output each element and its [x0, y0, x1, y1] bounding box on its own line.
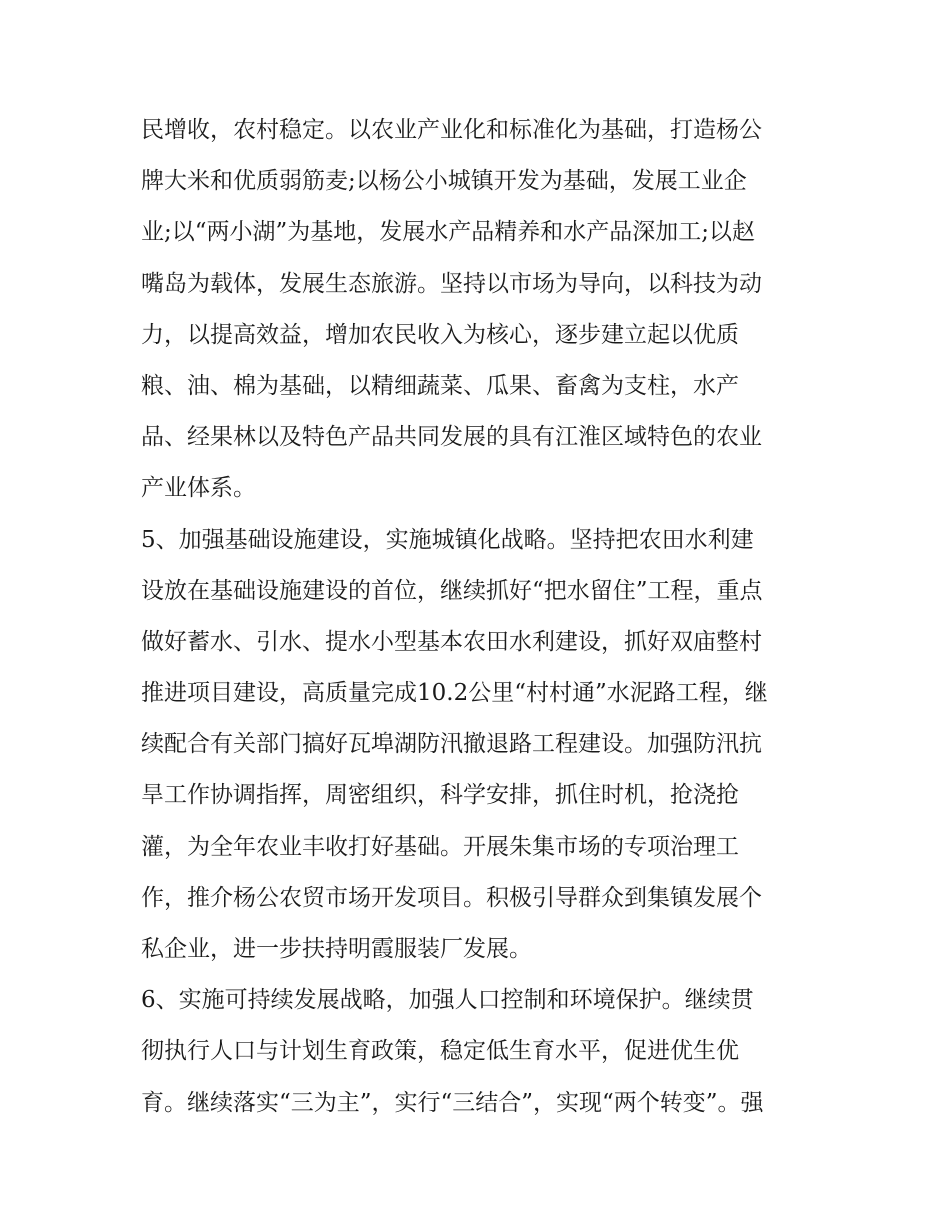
text-line: 产业体系。	[141, 475, 256, 502]
text-line: 设放在基础设施建设的首位，继续抓好“把水留住”工程，重点	[141, 577, 763, 604]
text-line: 续配合有关部门搞好瓦埠湖防汛撤退路工程建设。加强防汛抗	[141, 731, 762, 758]
text-line: 品、经果林以及特色产品共同发展的具有江淮区域特色的农业	[141, 424, 762, 451]
text-line: 业;以“两小湖”为基地，发展水产品精养和水产品深加工;以赵	[141, 219, 756, 246]
text-line: 旱工作协调指挥，周密组织，科学安排，抓住时机，抢浇抢	[141, 782, 739, 809]
text-line: 民增收，农村稳定。以农业产业化和标准化为基础，打造杨公	[141, 117, 762, 143]
text-line: 6、实施可持续发展战略，加强人口控制和环境保护。继续贯	[141, 987, 754, 1014]
text-line: 嘴岛为载体，发展生态旅游。坚持以市场为导向，以科技为动	[141, 270, 762, 297]
text-line: 做好蓄水、引水、提水小型基本农田水利建设，抓好双庙整村	[141, 628, 762, 655]
text-line: 力，以提高效益，增加农民收入为核心，逐步建立起以优质	[141, 321, 739, 348]
text-line: 牌大米和优质弱筋麦;以杨公小城镇开发为基础，发展工业企	[141, 168, 747, 195]
text-line: 粮、油、棉为基础，以精细蔬菜、瓜果、畜禽为支柱，水产	[141, 372, 739, 399]
text-line: 推进项目建设，高质量完成10.2公里“村村通”水泥路工程，继	[141, 680, 768, 707]
text-line: 彻执行人口与计划生育政策，稳定低生育水平，促进优生优	[141, 1038, 739, 1065]
text-line: 私企业，进一步扶持明霞服装厂发展。	[141, 936, 532, 962]
text-line: 5、加强基础设施建设，实施城镇化战略。坚持把农田水利建	[141, 526, 754, 553]
text-line: 作，推介杨公农贸市场开发项目。积极引导群众到集镇发展个	[141, 884, 762, 911]
text-line: 育。继续落实“三为主”，实行“三结合”，实现“两个转变”。强	[141, 1089, 764, 1116]
document-body	[141, 105, 813, 1129]
text-line: 灌，为全年农业丰收打好基础。开展朱集市场的专项治理工	[141, 833, 739, 860]
